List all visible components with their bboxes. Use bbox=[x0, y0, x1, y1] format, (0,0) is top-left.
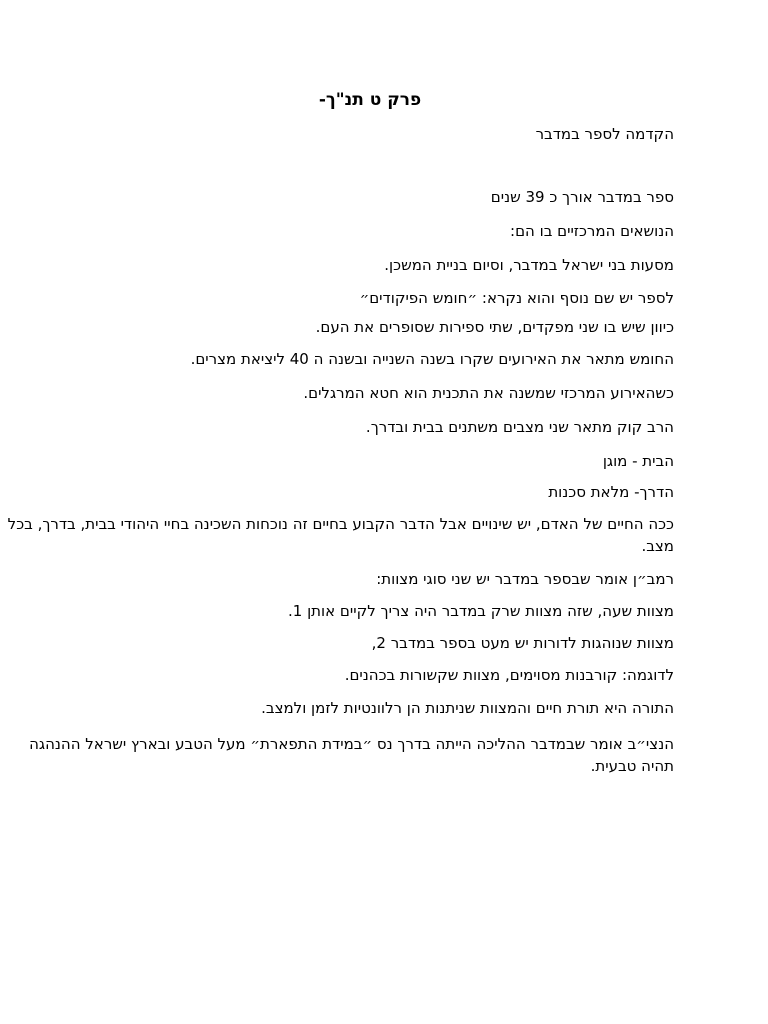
paragraph-home: הבית - מוגן bbox=[602, 452, 674, 470]
paragraph-census: כיוון שיש בו שני מפקדים, שתי ספירות שסופרים את העם. bbox=[315, 318, 674, 336]
paragraph-events: החומש מתאר את האירועים שקרו בשנה השנייה ובשנה ה 40 ליציאת מצרים. bbox=[190, 350, 674, 368]
paragraph-lasting-mitzvot: מצוות שנוהגות לדורות יש מעט בספר במדבר 2, bbox=[371, 634, 674, 652]
paragraph-life: ככה החיים של האדם, יש שינויים אבל הדבר הקבוע בחיים זה נוכחות השכינה בחיי היהודי בבית, בדרך, בכל מצב. bbox=[7, 515, 674, 555]
paragraph-road: הדרך- מלאת סכנות bbox=[548, 483, 674, 501]
paragraph-spies: כשהאירוע המרכזי שמשנה את התכנית הוא חטא המרגלים. bbox=[303, 384, 674, 402]
paragraph-main-topics: הנושאים המרכזיים בו הם: bbox=[510, 222, 674, 240]
paragraph-journeys: מסעות בני ישראל במדבר, וסיום בניית המשכן. bbox=[384, 256, 674, 274]
paragraph-rav-kook: הרב קוק מתאר שני מצבים משתנים בבית ובדרך. bbox=[365, 418, 674, 436]
paragraph-ramban: רמב״ן אומר שבספר במדבר יש שני סוגי מצוות: bbox=[376, 570, 674, 588]
paragraph-intro-heading: הקדמה לספר במדבר bbox=[535, 125, 674, 143]
paragraph-other-name: לספר יש שם נוסף והוא נקרא: ״חומש הפיקודים״ bbox=[359, 289, 674, 307]
paragraph-example: לדוגמה: קורבנות מסוימים, מצוות שקשורות בכהנים. bbox=[344, 666, 674, 684]
page-title: פרק ט תנ"ך- bbox=[318, 90, 422, 110]
paragraph-duration: ספר במדבר אורך כ 39 שנים bbox=[490, 188, 674, 206]
paragraph-torah-of-life: התורה היא תורת חיים והמצוות שניתנות הן רלוונטיות לזמן ולמצב. bbox=[261, 699, 674, 717]
paragraph-netziv: הנצי״ב אומר שבמדבר ההליכה הייתה בדרך נס ״במידת התפארת״ מעל הטבע ובארץ ישראל ההנהגה תהיה טבעית. bbox=[29, 735, 674, 775]
paragraph-temporary-mitzvot: מצוות שעה, שזה מצוות שרק במדבר היה צריך לקיים אותן 1. bbox=[288, 602, 674, 620]
